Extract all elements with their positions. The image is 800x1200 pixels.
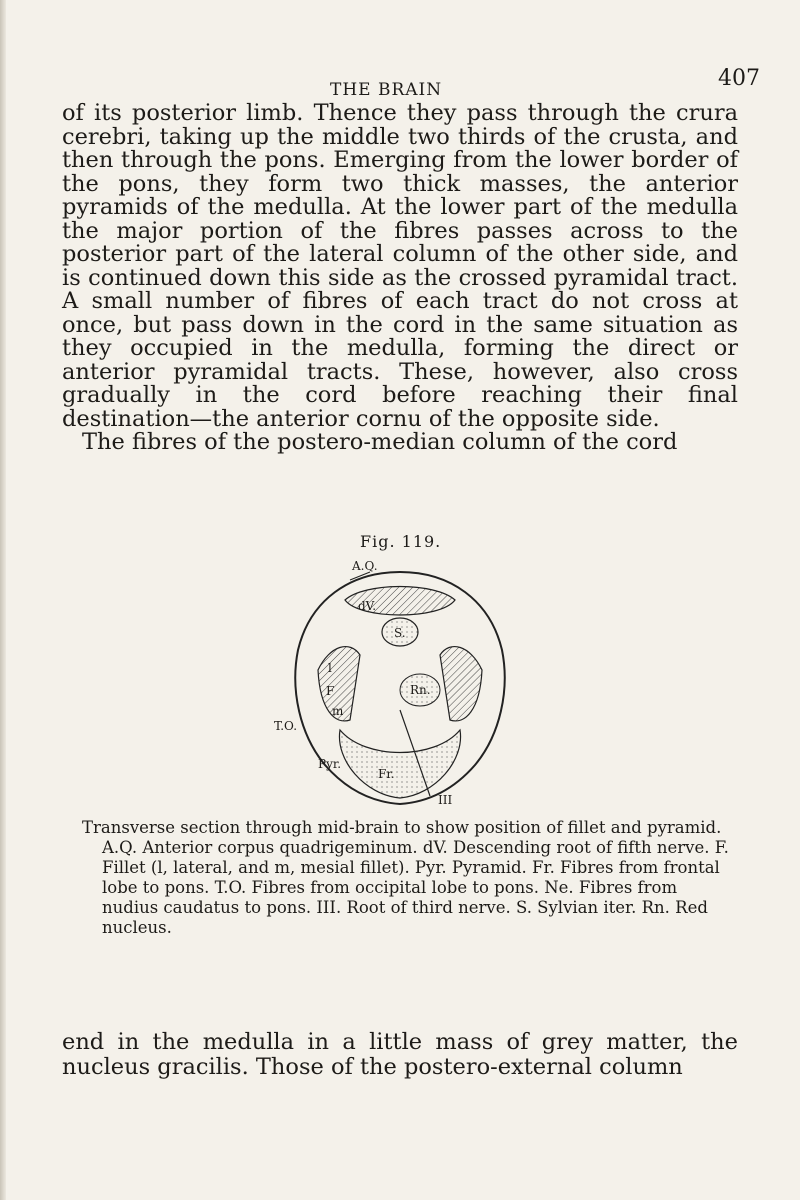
- label-iii: III: [438, 793, 453, 807]
- pyramid-region: [339, 730, 460, 798]
- page-edge: [0, 0, 6, 1200]
- continuation-text: end in the medulla in a little mass of grey matter, the nucleus gracilis. Those of the postero-external column: [62, 1029, 738, 1080]
- label-m: m: [332, 704, 344, 718]
- figure-caption: Transverse section through mid-brain to show position of fillet and pyramid. A.Q. Anterior corpus quadrigeminum. dV. Descending root of fifth nerve. F. Fillet (l, lateral, and m, mesial fillet). Pyr. Pyramid. Fr. Fibres from frontal lobe to pons. T.O. Fibres from occipital lobe to pons. Ne. Fibres from nudius caudatus to pons. III. Root of third nerve. S. Sylvian iter. Rn. Red nucleus.: [82, 818, 729, 937]
- label-f: F: [326, 684, 335, 698]
- label-dv: dV.: [358, 599, 377, 613]
- label-rn: Rn.: [410, 683, 431, 697]
- body-paragraph-text: of its posterior limb. Thence they pass through the crura cerebri, taking up the middle two thirds of the crusta, and then through the pons. Emerging from the lower border of the pons, they form two thick masses, the anterior pyramids of the medulla. At the lower part of the medulla the major portion of the fibres passes across to the posterior part of the lateral column of the other side, and is continued down this side as the crossed pyramidal tract. A small number of fibres of each tract do not cross at once, but pass down in the cord in the same situation as they occupied in the medulla, forming the direct or anterior pyramidal tracts. These, however, also cross gradually in the cord before reaching their final destination—the anterior cornu of the opposite side.: [62, 100, 738, 432]
- body-paragraph-2-text: The fibres of the postero-median column of the cord: [82, 429, 678, 455]
- label-aq: A.Q.: [352, 560, 378, 573]
- running-head: THE BRAIN: [330, 80, 443, 100]
- fillet-right: [440, 647, 482, 721]
- body-paragraph: [62, 102, 738, 455]
- label-s: S.: [394, 626, 406, 640]
- label-pyr: Pyr.: [318, 757, 342, 771]
- page-number: 407: [718, 66, 760, 91]
- midbrain-section-drawing: [270, 560, 530, 810]
- figure-label: Fig. 119.: [360, 532, 442, 551]
- figure-119: [270, 560, 530, 810]
- label-to: T.O.: [274, 719, 298, 733]
- label-fr: Fr.: [378, 767, 395, 781]
- label-l: l: [328, 661, 332, 675]
